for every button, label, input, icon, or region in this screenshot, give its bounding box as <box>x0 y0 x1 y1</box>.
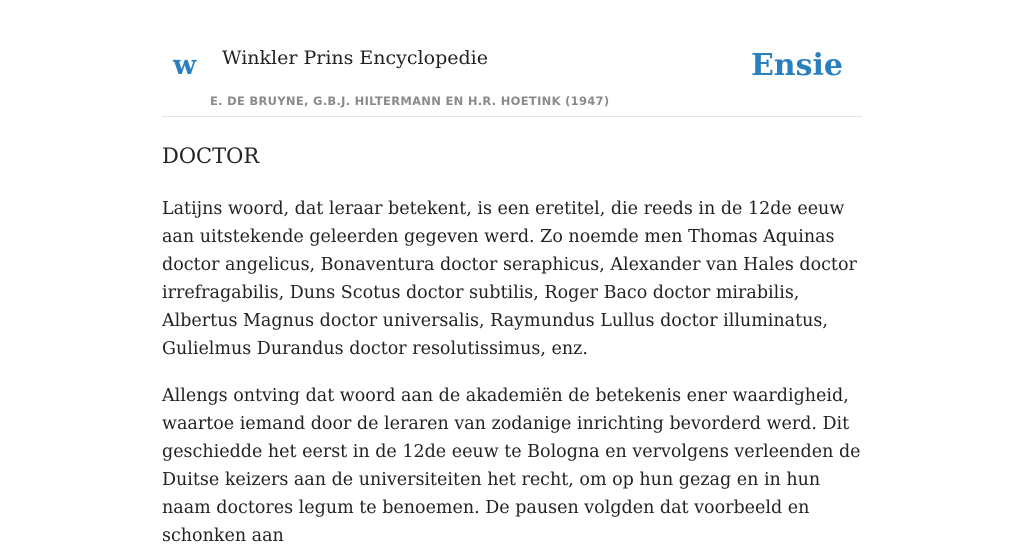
article <box>162 143 862 550</box>
article-paragraph: Latijns woord, dat leraar betekent, is een eretitel, die reeds in de 12de eeuw aan uitstekende geleerden gegeven werd. Zo noemde men Thomas Aquinas doctor angelicus, Bonaventura doctor seraphicus, Alexander van Hales doctor irrefragabilis, Duns Scotus doctor subtilis, Roger Baco doctor mirabilis, Albertus Magnus doctor universalis, Raymundus Lullus doctor illuminatus, Gulielmus Durandus doctor resolutissimus, enz. <box>162 199 857 359</box>
header <box>162 0 862 117</box>
source-title[interactable]: Winkler Prins Encyclopedie <box>222 47 488 69</box>
winkler-prins-logo[interactable]: w <box>173 50 197 81</box>
article-headword: DOCTOR <box>162 144 260 168</box>
source-authors: E. DE BRUYNE, G.B.J. HILTERMANN EN H.R. HOETINK (1947) <box>210 94 610 108</box>
page <box>162 0 862 546</box>
ensie-logo-link[interactable]: Ensie <box>750 48 843 83</box>
article-paragraph: Allengs ontving dat woord aan de akademiën de betekenis ener waardigheid, waartoe iemand door de leraren van zodanige inrichting bevorderd werd. Dit geschiedde het eerst in de 12de eeuw te Bologna en vervolgens verleenden de Duitse keizers aan de universiteiten het recht, om op hun gezag en in hun naam doctores legum te benoemen. De pausen volgden dat voorbeeld en schonken aan <box>162 386 861 546</box>
